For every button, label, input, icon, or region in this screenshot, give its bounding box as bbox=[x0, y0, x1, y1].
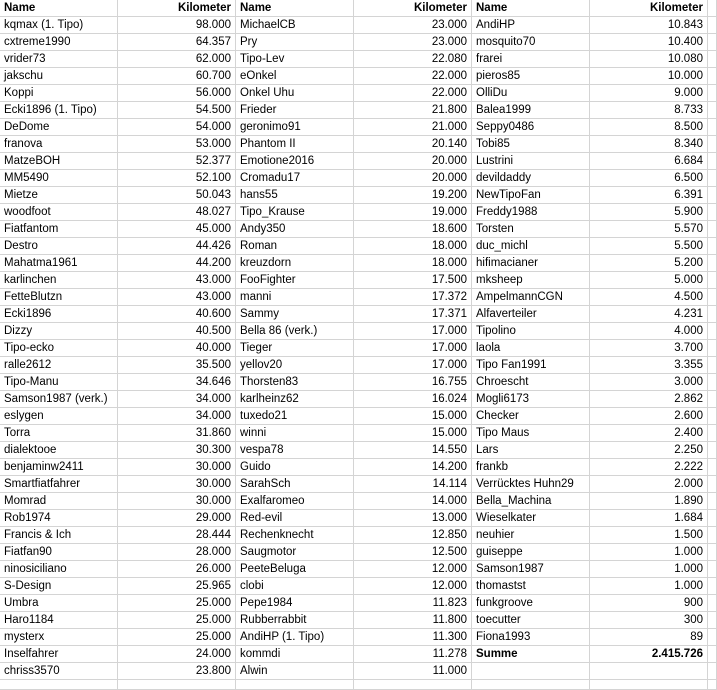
name-cell[interactable]: AmpelmannCGN bbox=[472, 289, 590, 306]
spacer-cell[interactable] bbox=[708, 204, 717, 221]
km-cell[interactable]: 17.000 bbox=[354, 340, 472, 357]
name-cell[interactable]: Fiatfan90 bbox=[0, 544, 118, 561]
km-cell[interactable]: 1.000 bbox=[590, 561, 708, 578]
name-cell[interactable]: mysterx bbox=[0, 629, 118, 646]
name-cell[interactable]: Tipo Fan1991 bbox=[472, 357, 590, 374]
name-cell[interactable]: frankb bbox=[472, 459, 590, 476]
spacer-cell[interactable] bbox=[708, 170, 717, 187]
km-cell[interactable]: 11.300 bbox=[354, 629, 472, 646]
km-cell[interactable]: 15.000 bbox=[354, 425, 472, 442]
km-cell[interactable]: 64.357 bbox=[118, 34, 236, 51]
name-cell[interactable]: Balea1999 bbox=[472, 102, 590, 119]
name-cell[interactable]: Alwin bbox=[236, 663, 354, 680]
name-cell[interactable]: winni bbox=[236, 425, 354, 442]
spacer-cell[interactable] bbox=[708, 357, 717, 374]
km-cell[interactable]: 17.372 bbox=[354, 289, 472, 306]
name-cell[interactable]: ninosiciliano bbox=[0, 561, 118, 578]
spacer-cell[interactable] bbox=[708, 663, 717, 680]
name-cell[interactable]: FooFighter bbox=[236, 272, 354, 289]
name-cell[interactable]: vespa78 bbox=[236, 442, 354, 459]
name-cell[interactable]: PeeteBeluga bbox=[236, 561, 354, 578]
km-cell[interactable]: 5.570 bbox=[590, 221, 708, 238]
name-cell[interactable]: Haro1184 bbox=[0, 612, 118, 629]
km-cell[interactable]: 15.000 bbox=[354, 408, 472, 425]
km-cell[interactable]: 6.391 bbox=[590, 187, 708, 204]
spacer-cell[interactable] bbox=[708, 85, 717, 102]
km-cell[interactable]: 44.200 bbox=[118, 255, 236, 272]
name-cell[interactable]: Onkel Uhu bbox=[236, 85, 354, 102]
km-cell[interactable]: 23.800 bbox=[118, 663, 236, 680]
name-cell[interactable]: frarei bbox=[472, 51, 590, 68]
name-cell[interactable]: OlliDu bbox=[472, 85, 590, 102]
name-cell[interactable]: Thorsten83 bbox=[236, 374, 354, 391]
km-cell[interactable]: 1.890 bbox=[590, 493, 708, 510]
km-cell[interactable]: 4.231 bbox=[590, 306, 708, 323]
spacer-cell[interactable] bbox=[708, 629, 717, 646]
km-cell[interactable]: 25.965 bbox=[118, 578, 236, 595]
km-cell[interactable]: 62.000 bbox=[118, 51, 236, 68]
km-cell[interactable]: 50.043 bbox=[118, 187, 236, 204]
name-cell[interactable]: thomastst bbox=[472, 578, 590, 595]
name-cell[interactable]: Frieder bbox=[236, 102, 354, 119]
spacer-cell[interactable] bbox=[708, 374, 717, 391]
km-cell[interactable]: 12.850 bbox=[354, 527, 472, 544]
name-cell[interactable]: Tipo_Krause bbox=[236, 204, 354, 221]
km-cell[interactable]: 21.000 bbox=[354, 119, 472, 136]
spacer-cell[interactable] bbox=[708, 340, 717, 357]
km-cell[interactable]: 18.000 bbox=[354, 238, 472, 255]
spacer-cell[interactable] bbox=[708, 442, 717, 459]
name-cell[interactable]: Samson1987 bbox=[472, 561, 590, 578]
km-cell[interactable]: 52.100 bbox=[118, 170, 236, 187]
spacer-cell[interactable] bbox=[708, 527, 717, 544]
name-cell[interactable]: Saugmotor bbox=[236, 544, 354, 561]
km-cell[interactable]: 12.000 bbox=[354, 578, 472, 595]
name-cell[interactable]: Umbra bbox=[0, 595, 118, 612]
km-cell[interactable]: 21.800 bbox=[354, 102, 472, 119]
name-cell[interactable]: dialektooe bbox=[0, 442, 118, 459]
name-cell[interactable]: Rubberrabbit bbox=[236, 612, 354, 629]
km-cell[interactable]: 14.550 bbox=[354, 442, 472, 459]
name-cell[interactable]: Tipolino bbox=[472, 323, 590, 340]
km-cell[interactable]: 1.000 bbox=[590, 578, 708, 595]
header-km-cell[interactable]: Kilometer bbox=[118, 0, 236, 17]
spacer-cell[interactable] bbox=[708, 102, 717, 119]
name-cell[interactable]: ralle2612 bbox=[0, 357, 118, 374]
name-cell[interactable]: manni bbox=[236, 289, 354, 306]
name-cell[interactable]: Lars bbox=[472, 442, 590, 459]
name-cell[interactable]: geronimo91 bbox=[236, 119, 354, 136]
km-cell[interactable]: 8.500 bbox=[590, 119, 708, 136]
empty-cell[interactable] bbox=[472, 680, 590, 690]
km-cell[interactable]: 23.000 bbox=[354, 34, 472, 51]
name-cell[interactable]: toecutter bbox=[472, 612, 590, 629]
km-cell[interactable]: 45.000 bbox=[118, 221, 236, 238]
km-cell[interactable]: 4.000 bbox=[590, 323, 708, 340]
km-cell[interactable]: 28.444 bbox=[118, 527, 236, 544]
name-cell[interactable]: neuhier bbox=[472, 527, 590, 544]
km-cell[interactable]: 5.200 bbox=[590, 255, 708, 272]
km-cell[interactable]: 23.000 bbox=[354, 17, 472, 34]
name-cell[interactable]: eslygen bbox=[0, 408, 118, 425]
name-cell[interactable] bbox=[472, 663, 590, 680]
km-cell[interactable]: 89 bbox=[590, 629, 708, 646]
spacer-cell[interactable] bbox=[708, 272, 717, 289]
spacer-cell[interactable] bbox=[708, 119, 717, 136]
name-cell[interactable]: Tieger bbox=[236, 340, 354, 357]
km-cell[interactable]: 14.000 bbox=[354, 493, 472, 510]
name-cell[interactable]: Koppi bbox=[0, 85, 118, 102]
km-cell[interactable]: 3.000 bbox=[590, 374, 708, 391]
km-cell[interactable]: 5.900 bbox=[590, 204, 708, 221]
km-cell[interactable]: 13.000 bbox=[354, 510, 472, 527]
name-cell[interactable]: mksheep bbox=[472, 272, 590, 289]
km-cell[interactable]: 2.250 bbox=[590, 442, 708, 459]
header-name-cell[interactable]: Name bbox=[236, 0, 354, 17]
km-cell[interactable]: 10.080 bbox=[590, 51, 708, 68]
spacer-cell[interactable] bbox=[708, 408, 717, 425]
km-cell[interactable]: 54.000 bbox=[118, 119, 236, 136]
name-cell[interactable]: Bella_Machina bbox=[472, 493, 590, 510]
name-cell[interactable]: Pepe1984 bbox=[236, 595, 354, 612]
km-cell[interactable]: 34.000 bbox=[118, 408, 236, 425]
spacer-cell[interactable] bbox=[708, 510, 717, 527]
spacer-cell[interactable] bbox=[708, 221, 717, 238]
spacer-cell[interactable] bbox=[708, 612, 717, 629]
km-cell[interactable]: 1.500 bbox=[590, 527, 708, 544]
km-cell[interactable]: 5.000 bbox=[590, 272, 708, 289]
name-cell[interactable]: kqmax (1. Tipo) bbox=[0, 17, 118, 34]
km-cell[interactable]: 16.755 bbox=[354, 374, 472, 391]
spacer-cell[interactable] bbox=[708, 476, 717, 493]
km-cell[interactable]: 20.140 bbox=[354, 136, 472, 153]
name-cell[interactable]: Verrücktes Huhn29 bbox=[472, 476, 590, 493]
km-cell[interactable]: 24.000 bbox=[118, 646, 236, 663]
km-cell[interactable]: 9.000 bbox=[590, 85, 708, 102]
km-cell[interactable]: 12.000 bbox=[354, 561, 472, 578]
name-cell[interactable]: Rechenknecht bbox=[236, 527, 354, 544]
name-cell[interactable]: Destro bbox=[0, 238, 118, 255]
name-cell[interactable]: kommdi bbox=[236, 646, 354, 663]
km-cell[interactable]: 17.000 bbox=[354, 357, 472, 374]
name-cell[interactable]: laola bbox=[472, 340, 590, 357]
km-cell[interactable]: 2.400 bbox=[590, 425, 708, 442]
name-cell[interactable]: hans55 bbox=[236, 187, 354, 204]
header-km-cell[interactable]: Kilometer bbox=[354, 0, 472, 17]
name-cell[interactable]: vrider73 bbox=[0, 51, 118, 68]
km-cell[interactable]: 14.114 bbox=[354, 476, 472, 493]
name-cell[interactable]: Cromadu17 bbox=[236, 170, 354, 187]
spacer-cell[interactable] bbox=[708, 493, 717, 510]
name-cell[interactable]: Freddy1988 bbox=[472, 204, 590, 221]
empty-cell[interactable] bbox=[0, 680, 118, 690]
km-cell[interactable]: 34.646 bbox=[118, 374, 236, 391]
spacer-cell[interactable] bbox=[708, 561, 717, 578]
km-cell[interactable]: 53.000 bbox=[118, 136, 236, 153]
name-cell[interactable]: Mogli6173 bbox=[472, 391, 590, 408]
total-value-cell[interactable]: 2.415.726 bbox=[590, 646, 708, 663]
km-cell[interactable]: 43.000 bbox=[118, 289, 236, 306]
name-cell[interactable]: benjaminw2411 bbox=[0, 459, 118, 476]
name-cell[interactable]: Rob1974 bbox=[0, 510, 118, 527]
km-cell[interactable]: 35.500 bbox=[118, 357, 236, 374]
km-cell[interactable]: 30.000 bbox=[118, 459, 236, 476]
km-cell[interactable]: 48.027 bbox=[118, 204, 236, 221]
km-cell[interactable]: 18.600 bbox=[354, 221, 472, 238]
name-cell[interactable]: Chroescht bbox=[472, 374, 590, 391]
km-cell[interactable]: 11.823 bbox=[354, 595, 472, 612]
km-cell[interactable]: 10.400 bbox=[590, 34, 708, 51]
name-cell[interactable]: Torra bbox=[0, 425, 118, 442]
name-cell[interactable]: yellov20 bbox=[236, 357, 354, 374]
km-cell[interactable]: 56.000 bbox=[118, 85, 236, 102]
name-cell[interactable]: AndiHP bbox=[472, 17, 590, 34]
name-cell[interactable]: devildaddy bbox=[472, 170, 590, 187]
km-cell[interactable]: 40.000 bbox=[118, 340, 236, 357]
name-cell[interactable]: Roman bbox=[236, 238, 354, 255]
total-label-cell[interactable]: Summe bbox=[472, 646, 590, 663]
name-cell[interactable]: FetteBlutzn bbox=[0, 289, 118, 306]
km-cell[interactable]: 60.700 bbox=[118, 68, 236, 85]
empty-cell[interactable] bbox=[708, 680, 717, 690]
km-cell[interactable]: 2.862 bbox=[590, 391, 708, 408]
name-cell[interactable]: Pry bbox=[236, 34, 354, 51]
spacer-cell[interactable] bbox=[708, 68, 717, 85]
spacer-cell[interactable] bbox=[708, 289, 717, 306]
name-cell[interactable]: Phantom II bbox=[236, 136, 354, 153]
empty-cell[interactable] bbox=[354, 680, 472, 690]
km-cell[interactable]: 30.000 bbox=[118, 476, 236, 493]
name-cell[interactable]: Tipo-ecko bbox=[0, 340, 118, 357]
empty-cell[interactable] bbox=[118, 680, 236, 690]
name-cell[interactable]: Emotione2016 bbox=[236, 153, 354, 170]
km-cell[interactable]: 43.000 bbox=[118, 272, 236, 289]
name-cell[interactable]: mosquito70 bbox=[472, 34, 590, 51]
name-cell[interactable]: tuxedo21 bbox=[236, 408, 354, 425]
spacer-cell[interactable] bbox=[708, 323, 717, 340]
name-cell[interactable]: AndiHP (1. Tipo) bbox=[236, 629, 354, 646]
km-cell[interactable]: 11.278 bbox=[354, 646, 472, 663]
km-cell[interactable]: 19.000 bbox=[354, 204, 472, 221]
km-cell[interactable]: 28.000 bbox=[118, 544, 236, 561]
km-cell[interactable]: 25.000 bbox=[118, 629, 236, 646]
name-cell[interactable]: Ecki1896 (1. Tipo) bbox=[0, 102, 118, 119]
name-cell[interactable]: Tipo-Lev bbox=[236, 51, 354, 68]
spacer-cell[interactable] bbox=[708, 136, 717, 153]
km-cell[interactable]: 22.000 bbox=[354, 68, 472, 85]
name-cell[interactable]: pieros85 bbox=[472, 68, 590, 85]
km-cell[interactable]: 900 bbox=[590, 595, 708, 612]
spacer-cell[interactable] bbox=[708, 187, 717, 204]
name-cell[interactable]: MM5490 bbox=[0, 170, 118, 187]
km-cell[interactable]: 22.080 bbox=[354, 51, 472, 68]
spacer-cell[interactable] bbox=[708, 34, 717, 51]
km-cell[interactable]: 2.000 bbox=[590, 476, 708, 493]
name-cell[interactable]: Red-evil bbox=[236, 510, 354, 527]
km-cell[interactable]: 54.500 bbox=[118, 102, 236, 119]
km-cell[interactable]: 44.426 bbox=[118, 238, 236, 255]
km-cell[interactable]: 3.355 bbox=[590, 357, 708, 374]
name-cell[interactable]: woodfoot bbox=[0, 204, 118, 221]
km-cell[interactable]: 34.000 bbox=[118, 391, 236, 408]
spacer-cell[interactable] bbox=[708, 238, 717, 255]
name-cell[interactable]: Fiatfantom bbox=[0, 221, 118, 238]
km-cell[interactable]: 40.500 bbox=[118, 323, 236, 340]
name-cell[interactable]: Ecki1896 bbox=[0, 306, 118, 323]
km-cell[interactable]: 11.000 bbox=[354, 663, 472, 680]
name-cell[interactable]: cxtreme1990 bbox=[0, 34, 118, 51]
name-cell[interactable]: Andy350 bbox=[236, 221, 354, 238]
km-cell[interactable]: 14.200 bbox=[354, 459, 472, 476]
name-cell[interactable]: Mietze bbox=[0, 187, 118, 204]
name-cell[interactable]: Sammy bbox=[236, 306, 354, 323]
empty-cell[interactable] bbox=[590, 680, 708, 690]
km-cell[interactable]: 2.600 bbox=[590, 408, 708, 425]
name-cell[interactable]: DeDome bbox=[0, 119, 118, 136]
km-cell[interactable]: 12.500 bbox=[354, 544, 472, 561]
name-cell[interactable]: Dizzy bbox=[0, 323, 118, 340]
name-cell[interactable]: kreuzdorn bbox=[236, 255, 354, 272]
km-cell[interactable]: 29.000 bbox=[118, 510, 236, 527]
name-cell[interactable]: duc_michl bbox=[472, 238, 590, 255]
name-cell[interactable]: Tobi85 bbox=[472, 136, 590, 153]
km-cell[interactable]: 16.024 bbox=[354, 391, 472, 408]
name-cell[interactable]: Momrad bbox=[0, 493, 118, 510]
name-cell[interactable]: Mahatma1961 bbox=[0, 255, 118, 272]
km-cell[interactable]: 17.371 bbox=[354, 306, 472, 323]
km-cell[interactable]: 10.843 bbox=[590, 17, 708, 34]
header-km-cell[interactable]: Kilometer bbox=[590, 0, 708, 17]
name-cell[interactable]: Torsten bbox=[472, 221, 590, 238]
spacer-cell[interactable] bbox=[708, 391, 717, 408]
name-cell[interactable]: chriss3570 bbox=[0, 663, 118, 680]
km-cell[interactable]: 8.340 bbox=[590, 136, 708, 153]
name-cell[interactable]: guiseppe bbox=[472, 544, 590, 561]
km-cell[interactable]: 98.000 bbox=[118, 17, 236, 34]
km-cell[interactable]: 20.000 bbox=[354, 170, 472, 187]
name-cell[interactable]: clobi bbox=[236, 578, 354, 595]
km-cell[interactable]: 22.000 bbox=[354, 85, 472, 102]
name-cell[interactable]: Inselfahrer bbox=[0, 646, 118, 663]
km-cell[interactable]: 30.300 bbox=[118, 442, 236, 459]
name-cell[interactable]: karlinchen bbox=[0, 272, 118, 289]
spacer-cell[interactable] bbox=[708, 459, 717, 476]
name-cell[interactable]: Exalfaromeo bbox=[236, 493, 354, 510]
km-cell[interactable]: 30.000 bbox=[118, 493, 236, 510]
name-cell[interactable]: Bella 86 (verk.) bbox=[236, 323, 354, 340]
km-cell[interactable]: 2.222 bbox=[590, 459, 708, 476]
name-cell[interactable]: hifimacianer bbox=[472, 255, 590, 272]
spacer-cell[interactable] bbox=[708, 544, 717, 561]
spacer-cell[interactable] bbox=[708, 153, 717, 170]
km-cell[interactable]: 11.800 bbox=[354, 612, 472, 629]
km-cell[interactable]: 3.700 bbox=[590, 340, 708, 357]
km-cell[interactable]: 19.200 bbox=[354, 187, 472, 204]
km-cell[interactable]: 26.000 bbox=[118, 561, 236, 578]
name-cell[interactable]: karlheinz62 bbox=[236, 391, 354, 408]
name-cell[interactable]: jakschu bbox=[0, 68, 118, 85]
km-cell[interactable]: 4.500 bbox=[590, 289, 708, 306]
spacer-cell[interactable] bbox=[708, 425, 717, 442]
km-cell[interactable]: 40.600 bbox=[118, 306, 236, 323]
km-cell[interactable]: 6.684 bbox=[590, 153, 708, 170]
name-cell[interactable]: MichaelCB bbox=[236, 17, 354, 34]
km-cell[interactable]: 20.000 bbox=[354, 153, 472, 170]
km-cell[interactable]: 17.000 bbox=[354, 323, 472, 340]
header-name-cell[interactable]: Name bbox=[0, 0, 118, 17]
name-cell[interactable]: Wieselkater bbox=[472, 510, 590, 527]
name-cell[interactable]: Francis & Ich bbox=[0, 527, 118, 544]
name-cell[interactable]: Lustrini bbox=[472, 153, 590, 170]
empty-cell[interactable] bbox=[236, 680, 354, 690]
km-cell[interactable] bbox=[590, 663, 708, 680]
name-cell[interactable]: Guido bbox=[236, 459, 354, 476]
km-cell[interactable]: 25.000 bbox=[118, 595, 236, 612]
km-cell[interactable]: 6.500 bbox=[590, 170, 708, 187]
name-cell[interactable]: Tipo Maus bbox=[472, 425, 590, 442]
name-cell[interactable]: Alfaverteiler bbox=[472, 306, 590, 323]
name-cell[interactable]: Smartfiatfahrer bbox=[0, 476, 118, 493]
spacer-cell[interactable] bbox=[708, 306, 717, 323]
name-cell[interactable]: funkgroove bbox=[472, 595, 590, 612]
name-cell[interactable]: SarahSch bbox=[236, 476, 354, 493]
km-cell[interactable]: 1.000 bbox=[590, 544, 708, 561]
name-cell[interactable]: MatzeBOH bbox=[0, 153, 118, 170]
spacer-cell[interactable] bbox=[708, 0, 717, 17]
km-cell[interactable]: 52.377 bbox=[118, 153, 236, 170]
km-cell[interactable]: 25.000 bbox=[118, 612, 236, 629]
km-cell[interactable]: 17.500 bbox=[354, 272, 472, 289]
km-cell[interactable]: 1.684 bbox=[590, 510, 708, 527]
spacer-cell[interactable] bbox=[708, 51, 717, 68]
spacer-cell[interactable] bbox=[708, 646, 717, 663]
name-cell[interactable]: NewTipoFan bbox=[472, 187, 590, 204]
spacer-cell[interactable] bbox=[708, 578, 717, 595]
name-cell[interactable]: Seppy0486 bbox=[472, 119, 590, 136]
name-cell[interactable]: Checker bbox=[472, 408, 590, 425]
km-cell[interactable]: 8.733 bbox=[590, 102, 708, 119]
name-cell[interactable]: Tipo-Manu bbox=[0, 374, 118, 391]
km-cell[interactable]: 5.500 bbox=[590, 238, 708, 255]
km-cell[interactable]: 300 bbox=[590, 612, 708, 629]
spacer-cell[interactable] bbox=[708, 255, 717, 272]
name-cell[interactable]: S-Design bbox=[0, 578, 118, 595]
header-name-cell[interactable]: Name bbox=[472, 0, 590, 17]
km-cell[interactable]: 31.860 bbox=[118, 425, 236, 442]
name-cell[interactable]: franova bbox=[0, 136, 118, 153]
name-cell[interactable]: eOnkel bbox=[236, 68, 354, 85]
name-cell[interactable]: Samson1987 (verk.) bbox=[0, 391, 118, 408]
name-cell[interactable]: Fiona1993 bbox=[472, 629, 590, 646]
spacer-cell[interactable] bbox=[708, 17, 717, 34]
km-cell[interactable]: 10.000 bbox=[590, 68, 708, 85]
km-cell[interactable]: 18.000 bbox=[354, 255, 472, 272]
spacer-cell[interactable] bbox=[708, 595, 717, 612]
